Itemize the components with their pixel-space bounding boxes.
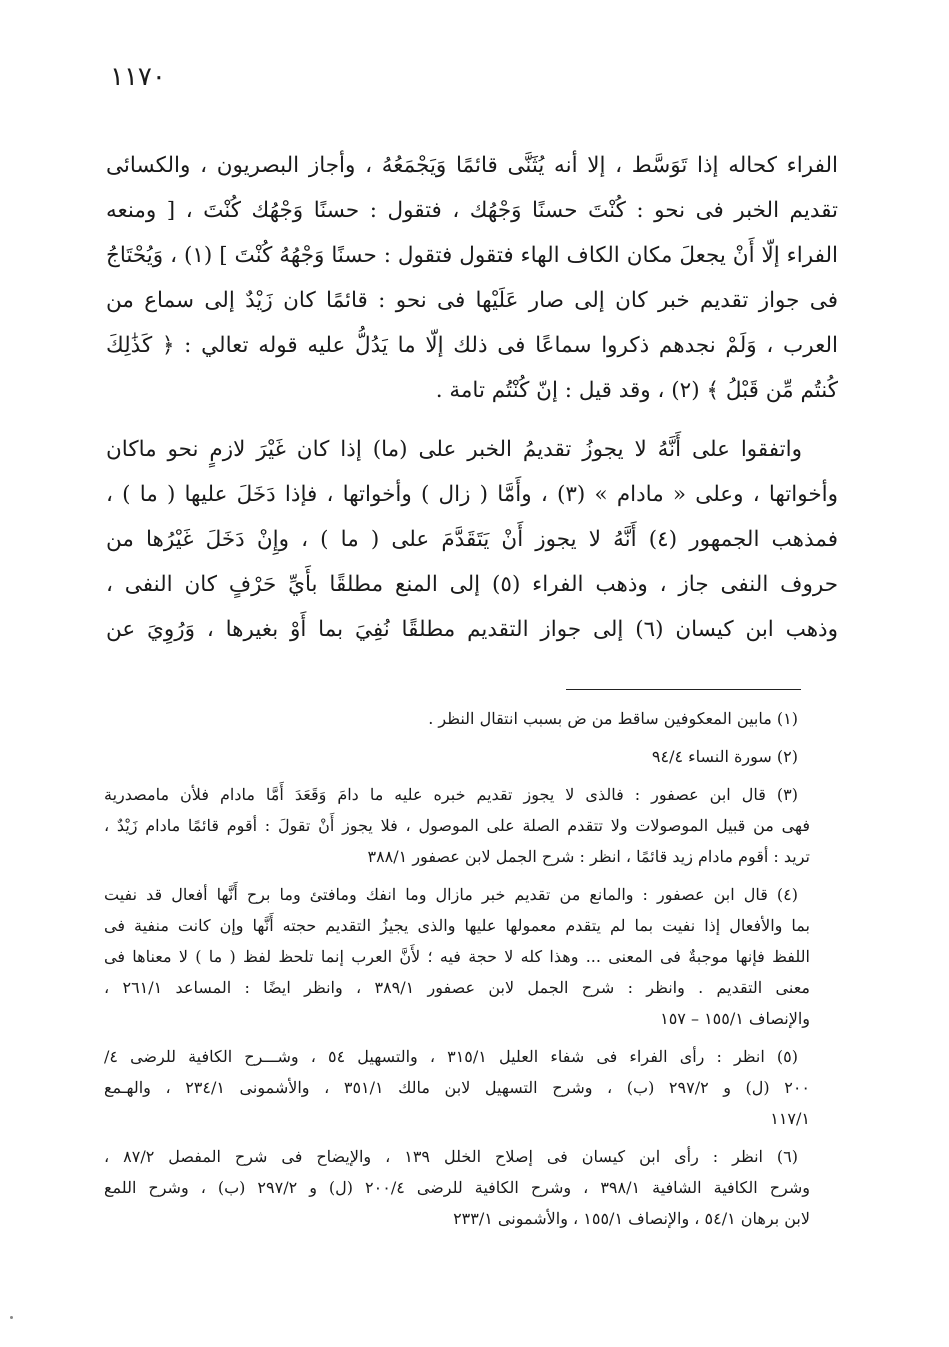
footnote bbox=[104, 879, 810, 1034]
text-line: الفراء كحاله إذا تَوَسَّط ، إلا أنه يُثَنَّى قائمًا وَيَجْمَعُهُ ، وأجاز البصريون ، والكسائى bbox=[106, 153, 838, 178]
footnote bbox=[104, 741, 810, 772]
footnote bbox=[104, 779, 810, 872]
footnote-line: ١١٧/١ bbox=[770, 1109, 810, 1128]
text-line: فمذهب الجمهور (٤) أَنَّهُ لا يجوز أَنْ يَتَقَدَّمَ على ( ما ) ، وإِنْ دَخَلَ غَيْرُها من bbox=[106, 527, 838, 552]
text-line: وذهب ابن كيسان (٦) إلى جواز التقديم مطلقًا نُفِيَ بما أَوْ بغيرها ، وَرُوِيَ عن bbox=[106, 617, 838, 642]
footnote-line: (٢) سورة النساء ٩٤/٤ bbox=[651, 747, 798, 766]
footnote-line: فهى من قبيل الموصولات ولا تتقدم الصلة على الموصول ، فلا يجوز أَنْ تقولَ : أقوم قائمًا مادام زَيْدٌ ، bbox=[104, 816, 810, 835]
scan-speck bbox=[10, 1316, 13, 1319]
text-line: الفراء إلّا أَنْ يجعلَ مكان الكاف الهاء فتقول فتقول : حسنًا وَجْهُهُ كُنْتَ ] (١) ، وَيُحْتَاجُ bbox=[106, 243, 838, 268]
footnote-separator bbox=[566, 689, 801, 690]
footnote-line: وشرح الكافية الشافية ٣٩٨/١ ، وشرح الكافية للرضى ٢٠٠/٤ (ل) و ٢٩٧/٢ (ب) ، وشرح اللمع bbox=[104, 1178, 810, 1197]
footnote-line: (٣) قال ابن عصفور : فالذى لا يجوز تقديم خبره عليه ما دامَ وَقَعَدَ أَمَّا مادام فلأن مامصدرية bbox=[104, 785, 798, 804]
footnote-line: بما والأفعال إذا نفيت بما لم يتقدم معمولها عليها والذى يجيزُ التقديم حجته أَنَّها وإن كانت منفية فى bbox=[104, 916, 810, 935]
footnote-line: (٤) قال ابن عصفور : والمانع من تقديم خبر مازال وما انفك ومافتئ وما برح أَنَّها أفعال قد نفيت bbox=[104, 885, 798, 904]
text-line: واتفقوا على أَنَّهُ لا يجوزُ تقديمُ الخبر على (ما) إذا كان غَيْرَ لازمٍ نحو ماكان bbox=[106, 437, 802, 462]
footnote-line: لابن برهان ٥٤/١ ، والإنصاف ١٥٥/١ ، والأشمونى ٢٣٣/١ bbox=[453, 1209, 810, 1228]
text-line: تقديم الخبر فى نحو : كُنْتَ حسنًا وَجْهُك ، فتقول : حسنًا وَجْهُك كُنْتَ ، [ ومنعه bbox=[106, 198, 838, 223]
text-line: وأخواتها ، وعلى « مادام » (٣) ، وأَمَّا ( زال ) وأخواتها ، فإذا دَخَلَ عليها ( ما ) ، bbox=[106, 482, 838, 507]
footnote-line: (١) مابين المعكوفين ساقط من ض بسبب انتقال النظر . bbox=[428, 709, 798, 728]
text-line: العرب ، وَلَمْ نجدهم ذكروا سماعًا فى ذلك إلّا ما يَدُلُّ عليه قوله تعالي : ﴿ كَذَٰلِكَ bbox=[106, 333, 838, 358]
footnote bbox=[104, 1141, 810, 1234]
footnote-line: والإنصاف ١٥٥/١ – ١٥٧ bbox=[660, 1009, 810, 1028]
page-number: ١١٧٠ bbox=[110, 62, 166, 92]
footnotes bbox=[104, 703, 810, 1241]
footnote-line: (٦) انظر : رأى ابن كيسان فى إصلاح الخلل ١٣٩ ، والإيضاح فى شرح المفصل ٨٧/٢ ، bbox=[104, 1147, 799, 1166]
main-text bbox=[106, 143, 838, 666]
footnote-line: معنى التقديم . وانظر : شرح الجمل لابن عصفور ٣٨٩/١ ، وانظر ايضًا : المساعد ٢٦١/١ ، bbox=[104, 978, 810, 997]
paragraph bbox=[106, 427, 838, 652]
footnote bbox=[104, 703, 810, 734]
paragraph bbox=[106, 143, 838, 413]
footnote-line: ٢٠٠ (ل) و ٢٩٧/٢ (ب) ، وشرح التسهيل لابن مالك ٣٥١/١ ، والأشمونى ٢٣٤/١ ، والهـمع bbox=[104, 1078, 810, 1097]
footnote-line: (٥) انظر : رأى الفراء فى شفاء العليل ٣١٥/١ ، والتسهيل ٥٤ ، وشـــرح الكافية للرضى ٤/ bbox=[104, 1047, 799, 1066]
footnote-line: تريد : أقوم مادام زيد قائمًا ، انظر : شرح الجمل لابن عصفور ٣٨٨/١ bbox=[367, 847, 810, 866]
footnote-line: اللفظ فإنها موجبةٌ فى المعنى ... وهذا كله لا حجة فيه ؛ لأَنَّ العرب إنما تلحظ لفظ ( ما ) لا معناها فى bbox=[104, 947, 810, 966]
text-line: حروف النفى جاز ، وذهب الفراء (٥) إلى المنع مطلقًا بأَيِّ حَرْفٍ كان النفى ، bbox=[106, 572, 838, 597]
text-line: فى جواز تقديم خبر كان إلى صار عَلَيْها فى نحو : قائمًا كان زَيْدٌ إلى سماع من bbox=[106, 288, 838, 313]
footnote bbox=[104, 1041, 810, 1134]
text-line: كُنتُم مِّن قَبْلُ ﴾ (٢) ، وقد قيل : إنّ كُنْتُم تامة . bbox=[435, 378, 838, 403]
